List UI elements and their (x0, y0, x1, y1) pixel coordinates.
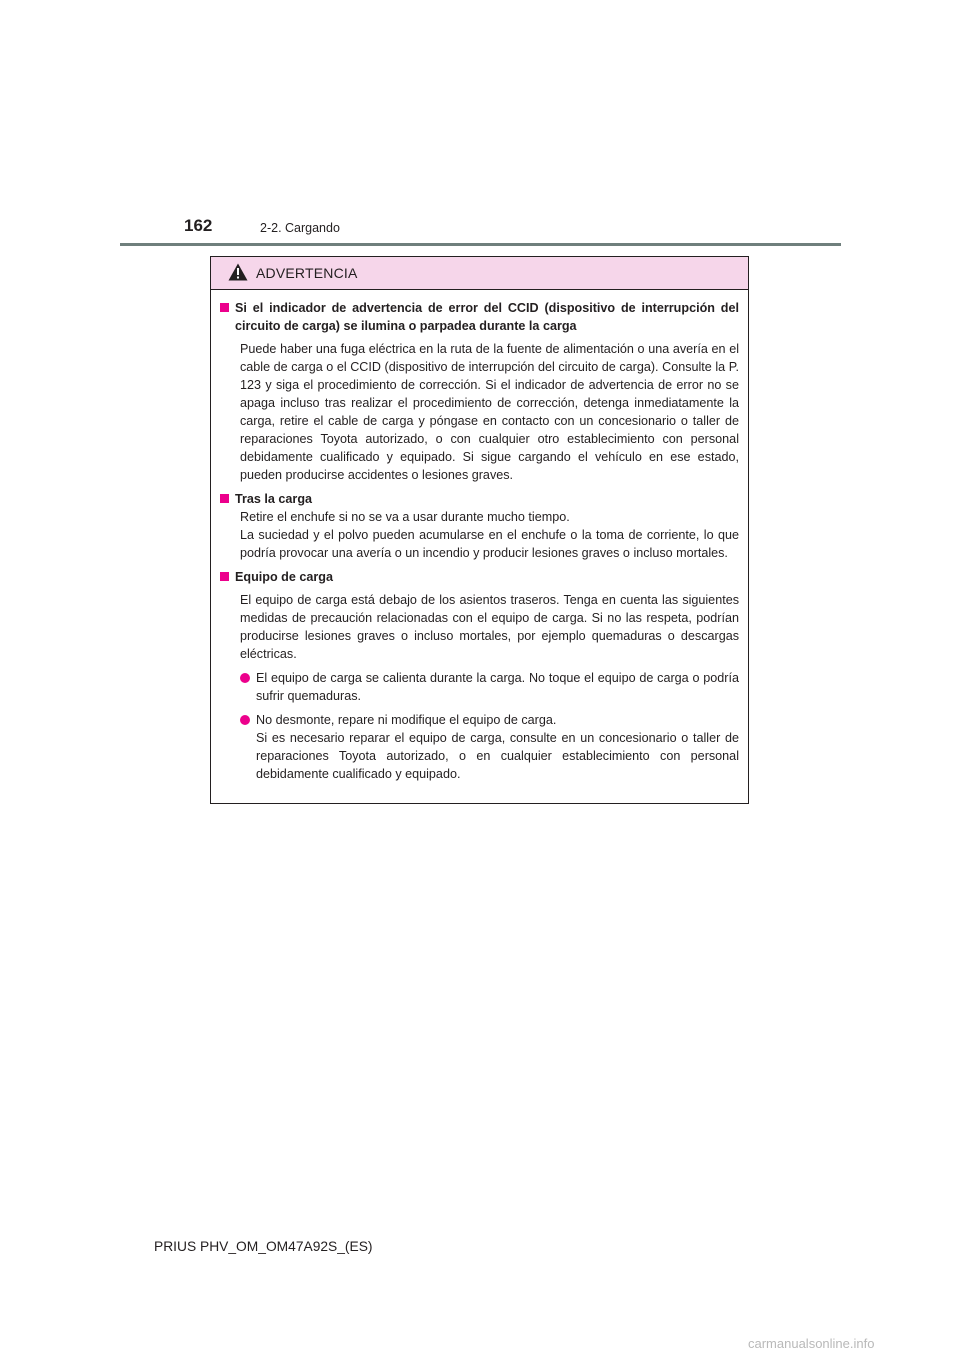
section-title: 2-2. Cargando (260, 221, 340, 235)
header-rule (120, 243, 841, 246)
item-paragraph: El equipo de carga está debajo de los asientos traseros. Tenga en cuenta las siguientes medidas de precaución relacionadas con el equipo de carga. Si no las respeta, podrían producirse lesiones graves o incluso mortales, por ejemplo quemaduras o descargas eléctricas. (240, 593, 739, 661)
item-heading (220, 299, 739, 335)
circle-bullet-icon (240, 715, 250, 725)
square-bullet-icon (220, 572, 229, 581)
page-number: 162 (184, 216, 213, 235)
sub-item (240, 669, 739, 705)
sub-item-text: Si es necesario reparar el equipo de carga, consulte en un concesionario o taller de reparaciones Toyota autorizado, o en cualquier establecimiento con personal debidamente cualificado y equipado. (256, 731, 739, 781)
footer-doc-id: PRIUS PHV_OM_OM47A92S_(ES) (154, 1239, 373, 1254)
warning-box (210, 256, 749, 804)
sub-item (240, 711, 739, 783)
circle-bullet-icon (240, 673, 250, 683)
warning-body (211, 290, 748, 783)
item-heading (220, 490, 739, 508)
square-bullet-icon (220, 303, 229, 312)
warning-item-after-charging (220, 490, 739, 562)
item-title: Tras la carga (235, 492, 313, 506)
sub-item-text: No desmonte, repare ni modifique el equipo de carga. (256, 713, 557, 727)
item-paragraph: Puede haber una fuga eléctrica en la ruta de la fuente de alimentación o una avería en el cable de carga o el CCID (dispositivo de interrupción del circuito de carga). Consulte la P. 123 y siga el procedimiento de corrección. Si el indicador de advertencia de error no se apaga incluso tras realizar el procedimiento de corrección, detenga inmediatamente la carga, retire el cable de carga y póngase en contacto con un concesionario o taller de reparaciones Toyota autorizado, o con cualquier otro establecimiento con personal debidamente cualificado y equipado. Si sigue cargando el vehículo en ese estado, pueden producirse accidentes o lesiones graves. (240, 342, 739, 482)
warning-triangle-icon (228, 263, 248, 281)
sub-item-text-group (256, 711, 739, 783)
item-paragraph: Retire el enchufe si no se va a usar durante mucho tiempo. (240, 510, 570, 524)
item-title: Si el indicador de advertencia de error del CCID (dispositivo de interrupción del circuito de carga) se ilumina o parpadea durante la carga (235, 301, 739, 333)
warning-item-ccid (220, 299, 739, 484)
item-title: Equipo de carga (235, 570, 333, 584)
item-paragraph: La suciedad y el polvo pueden acumularse en el enchufe o la toma de corriente, lo que podría provocar una avería o un incendio y producir lesiones graves o incluso mortales. (240, 528, 739, 560)
item-heading (220, 568, 739, 586)
watermark: carmanualsonline.info (748, 1336, 875, 1351)
warning-title: ADVERTENCIA (256, 265, 358, 281)
square-bullet-icon (220, 494, 229, 503)
warning-item-charging-equipment (220, 568, 739, 783)
warning-header (211, 257, 748, 290)
sub-item-text: El equipo de carga se calienta durante la carga. No toque el equipo de carga o podría sufrir quemaduras. (256, 671, 739, 703)
